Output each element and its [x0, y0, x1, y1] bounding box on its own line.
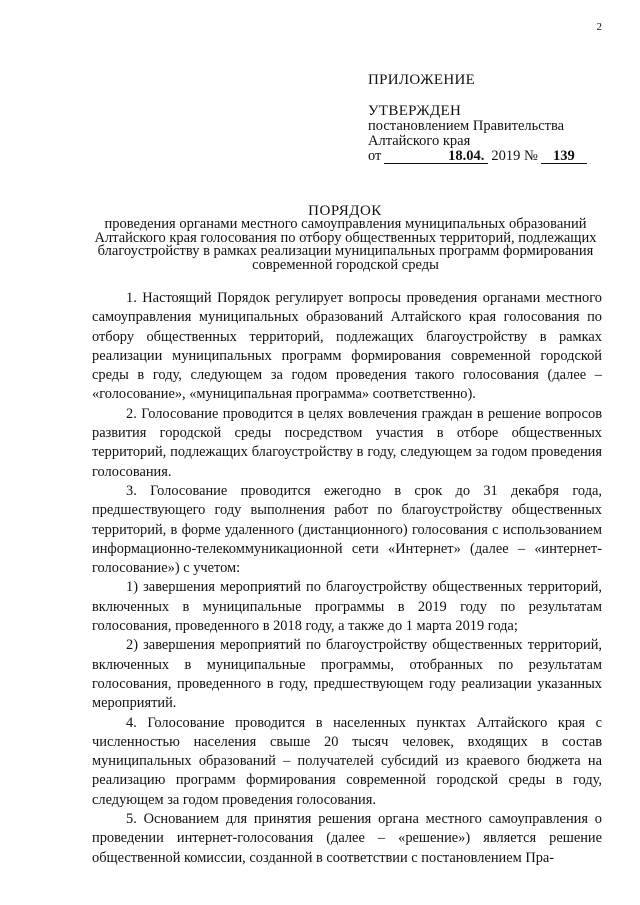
- document-subtitle: проведения органами местного самоуправления муниципальных образований Алтайского края голосования по отбору общественных территорий, подлежащих благоустройству в рамках реализации муниципальных программ формирования современной городской среды: [94, 216, 597, 273]
- document-title: ПОРЯДОК: [308, 203, 382, 219]
- paragraph-4: 4. Голосование проводится в населенных пунктах Алтайского края с численностью населения свыше 20 тысяч человек, входящих в состав муниципальных образований – получателей субсидий из краевого бюджета на реализацию программ формирования современной городской среды в году, следующем за годом проведения голосования.: [92, 714, 602, 808]
- paragraph-3-item-1: 1) завершения мероприятий по благоустройству общественных территорий, включенных в муниципальные программы в 2019 году по результатам голосования, проведенного в 2018 году, а также до 1 марта 2019 года;: [92, 579, 602, 635]
- approval-date: 18.04.: [384, 150, 488, 164]
- approval-date-line: [368, 149, 608, 164]
- approval-year: 2019 №: [491, 148, 538, 164]
- paragraph-2: 2. Голосование проводится в целях вовлечения граждан в решение вопросов развития городской среды посредством участия в отборе общественных территорий, подлежащих благоустройству в году, следующем за годом проведения голосования.: [92, 405, 602, 480]
- document-body: [92, 289, 602, 868]
- approval-line-1: постановлением Правительства: [368, 118, 565, 134]
- paragraph-5: 5. Основанием для принятия решения органа местного самоуправления о проведении интернет-голосования (далее – «решение») является решение общественной комиссии, созданной в соответствии с постановлением Пра-: [92, 811, 602, 866]
- page-number: 2: [596, 21, 602, 33]
- paragraph-3: 3. Голосование проводится ежегодно в срок до 31 декабря года, предшествующего году выполнения работ по благоустройству общественных территорий, в форме удаленного (дистанционного) голосования с использованием информационно-телекоммуникационной сети «Интернет» (далее – «интернет-голосование») с учетом:: [92, 482, 602, 577]
- approved-heading: УТВЕРЖДЕН: [368, 103, 462, 119]
- paragraph-1: 1. Настоящий Порядок регулирует вопросы проведения органами местного самоуправления муниципальных образований Алтайского края голосования по отбору общественных территорий, подлежащих благоустройству в рамках реализации муниципальных программ формирования современной городской среды в году, следующем за годом проведения такого голосования (далее – «голосование», «муниципальная программа» соответственно).: [92, 290, 602, 403]
- approval-line-2: Алтайского края: [368, 133, 471, 149]
- date-prefix: от: [368, 148, 382, 164]
- approval-block: [368, 73, 608, 164]
- paragraph-3-item-2: 2) завершения мероприятий по благоустройству общественных территорий, включенных в муниципальные программы, отобранных по результатам голосования, проведенного в году, предшествующем году реализации указанных мероприятий.: [92, 637, 602, 712]
- approval-number: 139: [541, 150, 587, 164]
- appendix-heading: ПРИЛОЖЕНИЕ: [368, 72, 476, 88]
